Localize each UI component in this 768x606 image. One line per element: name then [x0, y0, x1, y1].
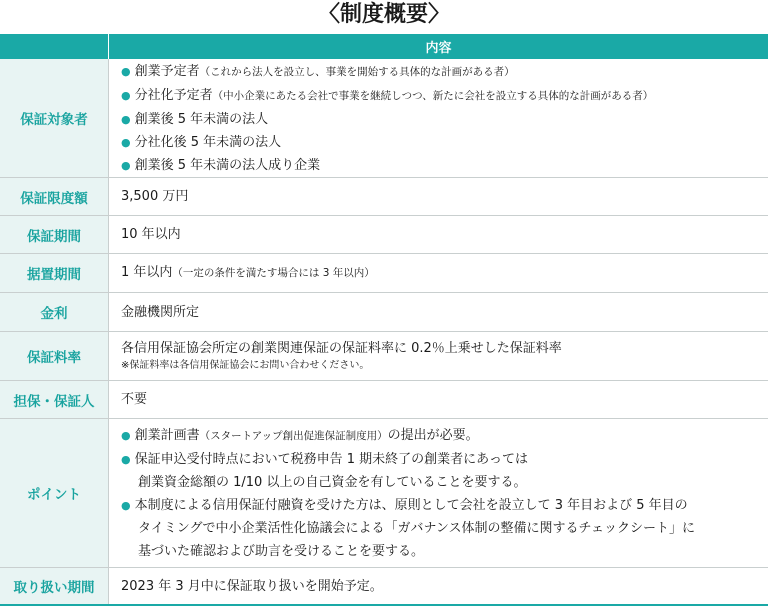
list-item: ● 本制度による信用保証付融資を受けた方は、原則として会社を設立して 3 年目および 5 年目の	[121, 497, 688, 513]
row-label-fee: 保証料率	[0, 332, 109, 381]
table-row	[0, 178, 768, 216]
fee-note: ※保証料率は各信用保証協会にお問い合わせください。	[121, 360, 370, 371]
row-label-collateral: 担保・保証人	[0, 381, 109, 419]
table-row	[0, 381, 768, 419]
bullet-icon: ●	[121, 452, 131, 466]
row-value-period: 10 年以内	[109, 216, 768, 254]
row-value-rate: 金融機関所定	[109, 293, 768, 332]
row-label-target: 保証対象者	[0, 59, 109, 178]
table-header-row	[0, 34, 768, 59]
row-label-limit: 保証限度額	[0, 178, 109, 216]
list-item: ● 創業予定者（これから法人を設立し、事業を開始する具体的な計画がある者）	[121, 63, 515, 79]
row-value-handling: 2023 年 3 月中に保証取り扱いを開始予定。	[109, 568, 768, 606]
table-row	[0, 254, 768, 293]
row-label-period: 保証期間	[0, 216, 109, 254]
row-value-fee	[109, 332, 768, 381]
page-title: 〈制度概要〉	[317, 2, 450, 27]
fee-text: 各信用保証協会所定の創業関連保証の保証料率に 0.2％上乗せした保証料率	[121, 341, 562, 356]
system-overview-table	[0, 34, 768, 606]
header-blank-cell	[0, 34, 109, 59]
table-row	[0, 216, 768, 254]
bullet-icon: ●	[121, 64, 131, 78]
bullet-icon: ●	[121, 158, 131, 172]
row-value-collateral: 不要	[109, 381, 768, 419]
list-item: ● 分社化予定者（中小企業にあたる会社で事業を継続しつつ、新たに会社を設立する具体的な計画がある者）	[121, 87, 654, 103]
row-label-points: ポイント	[0, 419, 109, 568]
list-item-continuation: 基づいた確認および助言を受けることを要する。	[138, 543, 425, 559]
list-item: ● 保証申込受付時点において税務申告 1 期未終了の創業者にあっては	[121, 451, 529, 467]
list-item: ● 創業後 5 年未満の法人	[121, 111, 269, 127]
table-row	[0, 293, 768, 332]
list-item-continuation: タイミングで中小企業活性化協議会による「ガバナンス体制の整備に関するチェックシート」に	[138, 520, 696, 536]
row-label-rate: 金利	[0, 293, 109, 332]
bullet-icon: ●	[121, 498, 131, 512]
bullet-icon: ●	[121, 88, 131, 102]
row-value-limit: 3,500 万円	[109, 178, 768, 216]
list-item: ● 創業後 5 年未満の法人成り企業	[121, 157, 321, 173]
list-item: ● 創業計画書（スタートアップ創出促進保証制度用）の提出が必要。	[121, 427, 479, 443]
row-value-target	[109, 59, 768, 178]
bullet-icon: ●	[121, 112, 131, 126]
row-value-grace: 1 年以内（一定の条件を満たす場合には 3 年以内）	[109, 254, 768, 293]
row-label-handling: 取り扱い期間	[0, 568, 109, 606]
table-row	[0, 419, 768, 568]
list-item: ● 分社化後 5 年未満の法人	[121, 134, 282, 150]
row-value-points	[109, 419, 768, 568]
row-label-grace: 据置期間	[0, 254, 109, 293]
table-row	[0, 332, 768, 381]
bullet-icon: ●	[121, 428, 131, 442]
bullet-icon: ●	[121, 135, 131, 149]
list-item-continuation: 創業資金総額の 1/10 以上の自己資金を有していることを要する。	[138, 474, 527, 490]
table-row	[0, 59, 768, 178]
table-row	[0, 568, 768, 606]
header-content-cell: 内容	[109, 34, 768, 59]
